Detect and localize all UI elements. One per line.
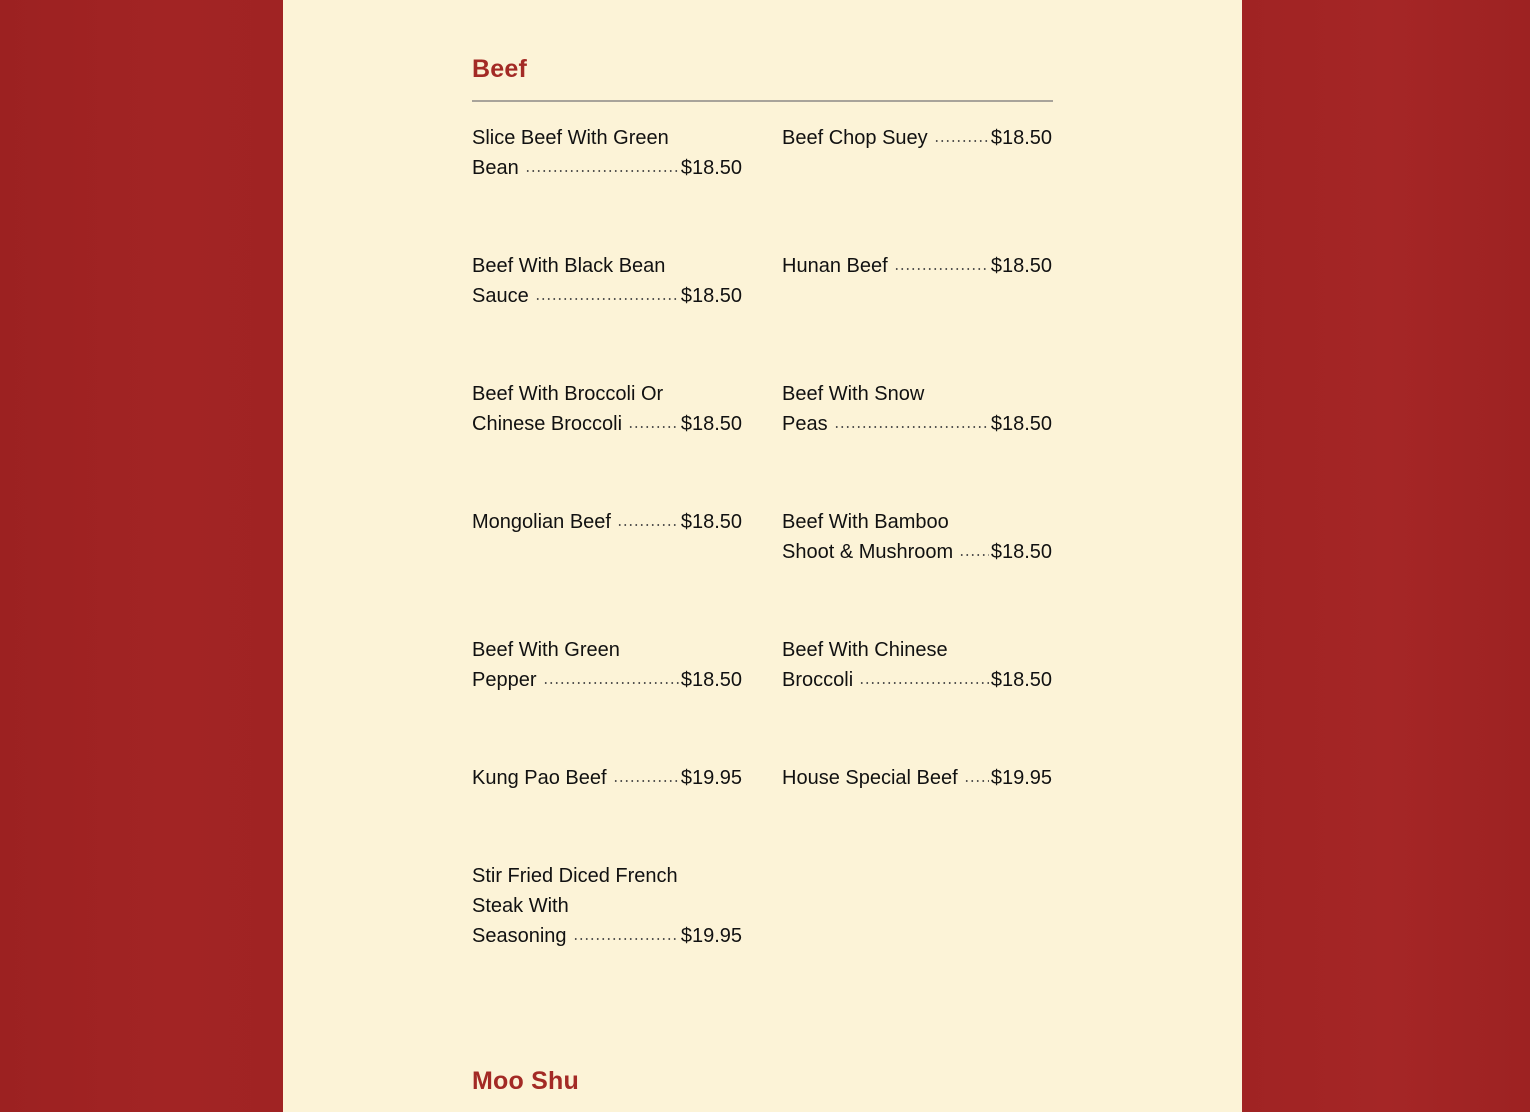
dot-leader	[859, 680, 989, 686]
menu-item-name: Kung Pao Beef	[472, 767, 607, 789]
dot-leader	[959, 552, 989, 558]
menu-item-price: $18.50	[680, 285, 742, 307]
menu-item-name: Beef With Black Bean	[472, 255, 666, 277]
menu-item-price: $18.50	[990, 255, 1052, 277]
menu-item-name: Beef With Broccoli Or	[472, 383, 664, 405]
dot-leader	[964, 778, 989, 784]
menu-item-name: Seasoning	[472, 925, 567, 947]
menu-item-price: $18.50	[680, 511, 742, 533]
menu-item-price: $19.95	[990, 767, 1052, 789]
section-title-moo-shu: Moo Shu	[472, 1067, 579, 1095]
menu-item-price: $18.50	[680, 669, 742, 691]
menu-item-name: Beef With Bamboo	[782, 511, 949, 533]
menu-item-price: $18.50	[990, 127, 1052, 149]
menu-item	[472, 251, 742, 311]
menu-item-name: Slice Beef With Green	[472, 127, 669, 149]
menu-item	[472, 861, 742, 951]
menu-item-price: $19.95	[680, 767, 742, 789]
menu-item	[782, 635, 1052, 695]
menu-item-price: $19.95	[680, 925, 742, 947]
menu-item	[472, 635, 742, 695]
section-title-beef: Beef	[472, 55, 527, 83]
menu-item-name: Beef With Snow	[782, 383, 925, 405]
menu-item-name: Stir Fried Diced French	[472, 865, 678, 887]
menu-item-name: Broccoli	[782, 669, 854, 691]
menu-item-name: Sauce	[472, 285, 529, 307]
menu-item	[782, 123, 1052, 153]
menu-item-price: $18.50	[680, 413, 742, 435]
menu-item-name: Pepper	[472, 669, 537, 691]
dot-leader	[834, 424, 989, 430]
menu-item-price: $18.50	[990, 541, 1052, 563]
menu-item-name: Hunan Beef	[782, 255, 888, 277]
dot-leader	[628, 424, 679, 430]
menu-item-name: House Special Beef	[782, 767, 958, 789]
menu-item-name: Chinese Broccoli	[472, 413, 623, 435]
menu-item-price: $18.50	[990, 413, 1052, 435]
menu-item-price: $18.50	[680, 157, 742, 179]
dot-leader	[617, 522, 679, 528]
background-right	[1242, 0, 1530, 1112]
menu-item-name: Shoot & Mushroom	[782, 541, 954, 563]
menu-page	[283, 0, 1242, 1112]
dot-leader	[573, 936, 679, 942]
menu-item	[782, 379, 1052, 439]
menu-item-name: Bean	[472, 157, 519, 179]
dot-leader	[525, 168, 679, 174]
menu-item	[472, 507, 742, 537]
menu-item	[782, 763, 1052, 793]
menu-item	[472, 763, 742, 793]
menu-item-name: Mongolian Beef	[472, 511, 611, 533]
menu-item-name: Beef Chop Suey	[782, 127, 928, 149]
section-divider	[472, 100, 1053, 102]
menu-item-name: Steak With	[472, 895, 569, 917]
menu-item	[472, 123, 742, 183]
menu-item	[782, 251, 1052, 281]
dot-leader	[613, 778, 679, 784]
menu-item-name: Beef With Green	[472, 639, 620, 661]
menu-item-price: $18.50	[990, 669, 1052, 691]
background-left	[0, 0, 283, 1112]
dot-leader	[894, 266, 989, 272]
menu-item	[782, 507, 1052, 567]
dot-leader	[934, 138, 989, 144]
menu-item	[472, 379, 742, 439]
dot-leader	[535, 296, 679, 302]
menu-item-name: Peas	[782, 413, 828, 435]
dot-leader	[543, 680, 679, 686]
menu-item-name: Beef With Chinese	[782, 639, 948, 661]
